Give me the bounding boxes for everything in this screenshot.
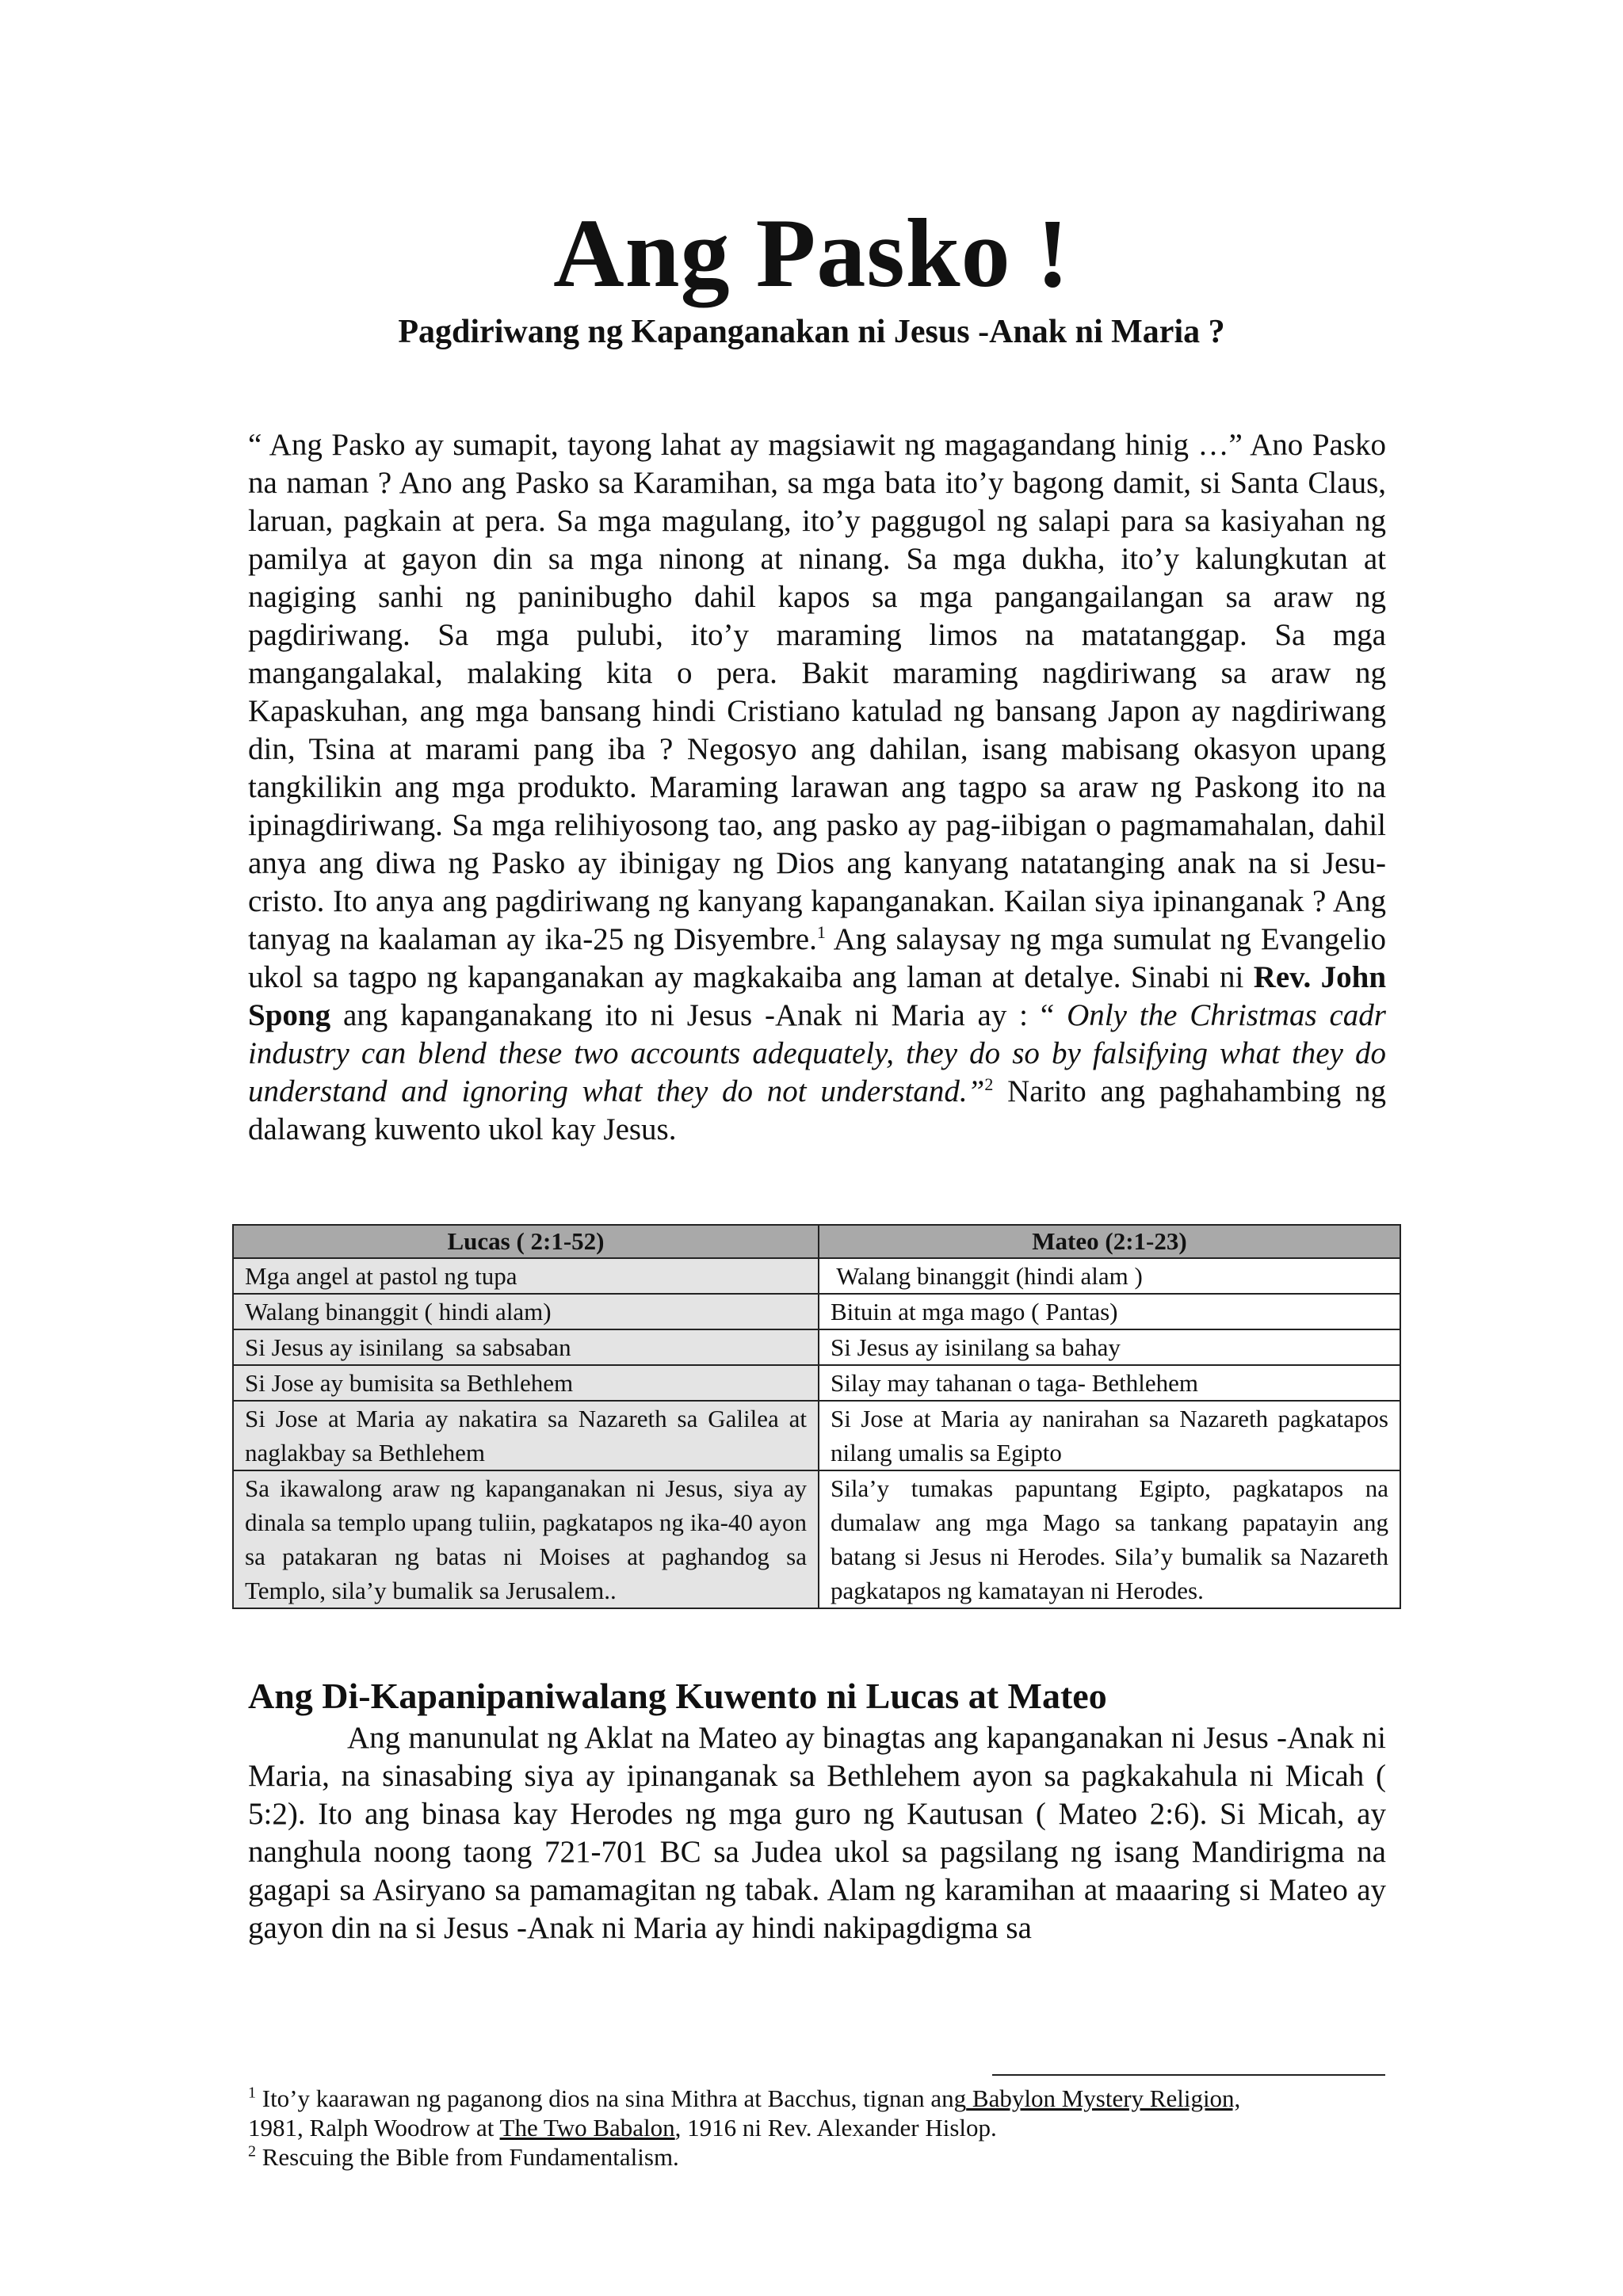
comparison-table <box>232 1224 1401 1609</box>
intro-paragraph <box>248 426 1386 1149</box>
column-header-lucas: Lucas ( 2:1-52) <box>233 1225 819 1258</box>
table-cell-mateo: Si Jose at Maria ay nanirahan sa Nazareth pagkatapos nilang umalis sa Egipto <box>819 1401 1400 1470</box>
table-cell-mateo: Bituin at mga mago ( Pantas) <box>819 1294 1400 1329</box>
table-cell-mateo: Sila’y tumakas papuntang Egipto, pagkatapos na dumalaw ang mga Mago sa tankang papatayin ang batang si Jesus ni Herodes. Sila’y bumalik sa Nazareth pagkatapos ng kamatayan ni Herodes. <box>819 1470 1400 1608</box>
author-name: Rev. John Spong <box>248 960 1387 1032</box>
footnote-1 <box>248 2084 1386 2142</box>
footnote-1-text-a: Ito’y kaarawan ng paganong dios na sina Mithra at Bacchus, tignan an <box>262 2084 954 2112</box>
footnote-ref-1[interactable]: 1 <box>816 922 826 942</box>
table-cell-mateo: Walang binanggit (hindi alam ) <box>819 1258 1400 1294</box>
section-heading: Ang Di-Kapanipaniwalang Kuwento ni Lucas at Mateo <box>248 1676 1107 1716</box>
footnote-divider <box>992 2074 1385 2076</box>
table-cell-lucas: Si Jose ay bumisita sa Bethlehem <box>233 1365 819 1401</box>
footnote-ref-2[interactable]: 2 <box>984 1074 994 1094</box>
footnote-1-text-b: g <box>953 2084 967 2112</box>
table-cell-lucas: Mga angel at pastol ng tupa <box>233 1258 819 1294</box>
table-row <box>233 1258 1400 1294</box>
table-cell-mateo: Silay may tahanan o taga- Bethlehem <box>819 1365 1400 1401</box>
table-row <box>233 1365 1400 1401</box>
footnote-2 <box>248 2142 1386 2172</box>
table-row <box>233 1470 1400 1608</box>
table-cell-mateo: Si Jesus ay isinilang sa bahay <box>819 1329 1400 1365</box>
table-row <box>233 1294 1400 1329</box>
table-header-row <box>233 1225 1400 1258</box>
page-subtitle: Pagdiriwang ng Kapanganakan ni Jesus -Anak ni Maria ? <box>398 314 1225 350</box>
spong-quote: Only the Christmas cadr industry can blend these two accounts adequately, they do so by falsifying what they do understand and ignoring what they do not understand.” <box>248 998 1386 1108</box>
page-title: Ang Pasko ! <box>553 199 1070 307</box>
intro-text-part1: “ Ang Pasko ay sumapit, tayong lahat ay magsiawit ng magagandang hinig …” Ano Pasko na naman ? Ano ang Pasko sa Karamihan, sa mga bata ito’y bagong damit, si Santa Claus, laruan, pagkain at pera. Sa mga magulang, ito’y paggugol ng salapi para sa kasiyahan ng pamilya at gayon din sa mga ninong at ninang. Sa mga dukha, ito’y kalungkutan at nagiging sanhi ng paninibugho dahil kapos sa mga pangangailangan sa araw ng pagdiriwang. Sa mga pulubi, ito’y maraming limos na matatanggap. Sa mga mangangalakal, malaking kita o pera. Bakit maraming nagdiriwang sa araw ng Kapaskuhan, ang mga bansang hindi Cristiano katulad ng bansang Japon ay nagdiriwang din, Tsina at marami pang iba ? Negosyo ang dahilan, isang mabisang okasyon upang tangkilikin ang mga produkto. Maraming larawan ang tagpo sa araw ng Paskong ito na ipinagdiriwang. Sa mga relihiyosong tao, ang pasko ay pag-iibigan o pagmamahalan, dahil anya ang diwa ng Pasko ay ibinigay ng Dios ang kanyang natatanging anak na si Jesu-cristo. Ito anya ang pagdiriwang ng kanyang kapanganakan. Kailan siya ipinanganak ? Ang tanyag na kaalaman ay ika-25 ng Disyembre. <box>248 428 1386 956</box>
footnote-1-book-two-babalon: The Two Babalon <box>499 2114 675 2142</box>
table-cell-lucas: Si Jesus ay isinilang sa sabsaban <box>233 1329 819 1365</box>
footnotes <box>248 2084 1386 2172</box>
footnote-1-text-c: 1981, Ralph Woodrow at <box>248 2114 500 2142</box>
footnote-1-text-d: , 1916 ni Rev. Alexander Hislop. <box>674 2114 997 2142</box>
table-cell-lucas: Sa ikawalong araw ng kapanganakan ni Jesus, siya ay dinala sa templo upang tuliin, pagkatapos ng ika-40 ayon sa patakaran ng batas ni Moises at paghandog sa Templo, sila’y bumalik sa Jerusalem.. <box>233 1470 819 1608</box>
table-cell-lucas: Walang binanggit ( hindi alam) <box>233 1294 819 1329</box>
intro-text-part2: Ang salaysay ng mga sumulat ng Evangelio ukol sa tagpo ng kapanganakan ay magkakaiba ang laman at detalye. Sinabi ni <box>248 922 1386 994</box>
section-paragraph: Ang manunulat ng Aklat na Mateo ay binagtas ang kapanganakan ni Jesus -Anak ni Maria, na sinasabing siya ay ipinanganak sa Bethlehem ayon sa pagkakahula ni Micah ( 5:2). Ito ang binasa kay Herodes ng mga guro ng Kautusan ( Mateo 2:6). Si Micah, ay nanghula noong taong 721-701 BC sa Judea ukol sa pagsilang ng isang Mandirigma na gagapi sa Asiryano sa pamamagitan ng tabak. Alam ng karamihan at maaaring si Mateo ay gayon din na si Jesus -Anak ni Maria ay hindi nakipagdigma sa <box>248 1721 1386 1945</box>
table-cell-lucas: Si Jose at Maria ay nakatira sa Nazareth sa Galilea at naglakbay sa Bethlehem <box>233 1401 819 1470</box>
column-header-mateo: Mateo (2:1-23) <box>819 1225 1400 1258</box>
table-row <box>233 1401 1400 1470</box>
footnote-1-number: 1 <box>248 2084 256 2102</box>
footnote-1-book-babylon: Babylon Mystery Religion, <box>966 2084 1241 2112</box>
footnote-2-text: Rescuing the Bible from Fundamentalism. <box>256 2143 679 2171</box>
intro-text-part4: Narito ang paghahambing ng dalawang kuwento ukol kay Jesus. <box>248 1074 1386 1146</box>
footnote-2-number: 2 <box>248 2142 256 2161</box>
intro-text-part3: ang kapanganakang ito ni Jesus -Anak ni Maria ay : “ <box>330 998 1067 1032</box>
table-row <box>233 1329 1400 1365</box>
